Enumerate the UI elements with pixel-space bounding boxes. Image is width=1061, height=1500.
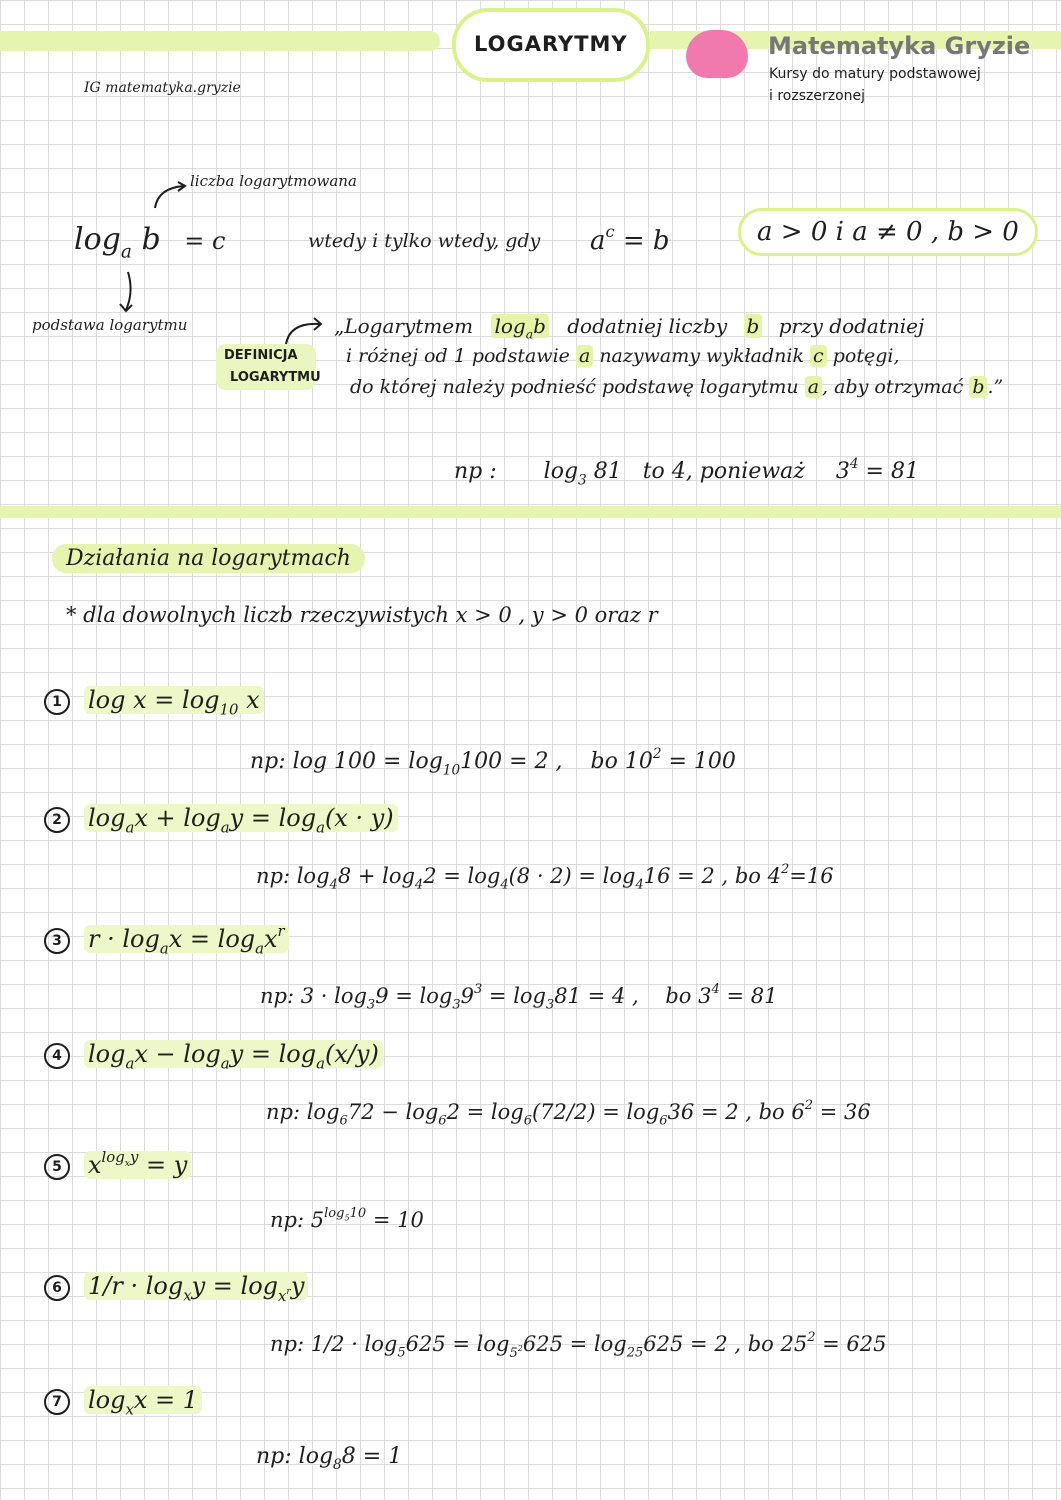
rule-number: 5 [44, 1154, 70, 1180]
brand-tagline-2: i rozszerzonej [769, 88, 866, 104]
quote-text: .” [987, 376, 1004, 398]
quote-text: przy dodatniej [778, 314, 925, 338]
quote-log-highlight: $\log_ab$ [491, 314, 548, 338]
quote-text: i różnej od 1 podstawie [346, 345, 570, 367]
formula-log: log [74, 222, 121, 257]
brand-name: Matematyka Gryzie [768, 32, 1031, 60]
rule-4 [44, 1040, 383, 1073]
example-mid: to 4, ponieważ [642, 459, 805, 485]
arrow-badge-icon [280, 314, 326, 346]
formula-arg: b [141, 222, 161, 257]
rule-number: 2 [44, 807, 70, 833]
brand-tagline-1: Kursy do matury podstawowej [769, 66, 981, 82]
power-base: a [590, 226, 606, 257]
definition-example [454, 456, 919, 488]
operations-heading: Działania na logarytmach [52, 544, 365, 573]
example-pow-eq: = 81 [865, 459, 919, 485]
label-liczba-logarytmowana: liczba logarytmowana [190, 172, 357, 190]
quote-text: „Logarytmem [334, 314, 474, 338]
brain-logo-icon [686, 30, 748, 78]
rule-7-example: np: $\log_88 = 1$ [256, 1444, 403, 1474]
rule-formula: $\log x = \log_{10} x$ [84, 686, 264, 714]
example-pow-exp: 4 [849, 456, 859, 472]
power-exp: c [605, 222, 615, 241]
rule-number: 7 [44, 1389, 70, 1415]
rule-6-example: np: $1/2 \cdot \log_5625 = \log_{5^2}625 = \log_{25}625 = 2$ , bo $25^2 = 625$ [270, 1330, 887, 1361]
rule-2-example: np: $\log_48 + \log_42 = \log_4(8 \cdot 2) = \log_416 = 2$ , bo $4^2=16$ [256, 862, 834, 893]
header-bar-left [0, 31, 440, 51]
page-title: LOGARYTMY [474, 32, 628, 56]
rule-formula: $\log_ax - \log_ay = \log_a(x/y)$ [84, 1040, 383, 1068]
quote-text: potęgi, [832, 345, 900, 367]
formula-base: a [120, 241, 132, 263]
iff-text: wtedy i tylko wtedy, gdy [308, 230, 541, 252]
rule-5-example: np: $5^{log_510} = 10$ [270, 1206, 424, 1232]
rule-4-example: np: $\log_672 - \log_62 = \log_6(72/2) = \log_636 = 2$ , bo $6^2 = 36$ [266, 1098, 871, 1129]
example-arg: 81 [593, 459, 622, 485]
definition-quote-line-3 [350, 376, 1003, 398]
rule-6 [44, 1272, 308, 1305]
quote-text: dodatniej liczby [567, 314, 728, 338]
rule-3 [44, 922, 289, 958]
example-log: log [543, 459, 579, 485]
rule-7 [44, 1386, 202, 1419]
definition-formula [74, 222, 225, 262]
example-base: 3 [578, 472, 587, 489]
rule-number: 4 [44, 1043, 70, 1069]
example-np: np : [454, 459, 497, 485]
definition-quote-line-1 [334, 314, 924, 342]
rule-1-example: np: $\log 100 = \log_{10}100 = 2$ , bo $10^2 = 100$ [250, 746, 736, 779]
quote-a-highlight: a [805, 376, 822, 398]
section-divider [0, 506, 1061, 518]
instagram-handle: IG matematyka.gryzie [84, 80, 241, 96]
definition-quote-line-2 [346, 345, 900, 367]
label-podstawa-logarytmu: podstawa logarytmu [32, 316, 188, 334]
rule-formula: $\log_ax + \log_ay = \log_a(x \cdot y)$ [84, 804, 398, 832]
example-pow-base: 3 [835, 459, 850, 485]
rule-2 [44, 804, 398, 837]
rule-3-example: np: $3 \cdot \log_39 = \log_39^3 = \log_381 = 4$ , bo $3^4 = 81$ [260, 982, 778, 1013]
quote-b-highlight: b [969, 376, 987, 398]
rule-1 [44, 686, 264, 719]
quote-b-highlight: b [744, 314, 763, 338]
power-eq: = b [622, 226, 670, 257]
arrow-up-icon [150, 180, 190, 210]
rule-5 [44, 1148, 191, 1180]
quote-a-highlight: a [576, 345, 593, 367]
rule-number: 3 [44, 928, 70, 954]
quote-c-highlight: c [810, 345, 827, 367]
rule-formula: $x^{log_xy} = y$ [84, 1151, 191, 1179]
rule-number: 1 [44, 689, 70, 715]
rule-formula: $\log_xx = 1$ [84, 1386, 202, 1414]
formula-eq: = c [184, 227, 226, 255]
badge-line-2: LOGARYTMU [230, 370, 321, 385]
quote-text: nazywamy wykładnik [599, 345, 804, 367]
rule-formula: $r \cdot \log_ax = \log_ax^r$ [84, 925, 289, 953]
power-formula [590, 222, 670, 256]
quote-text: , aby otrzymać [822, 376, 964, 398]
rule-number: 6 [44, 1275, 70, 1301]
arrow-down-icon [114, 270, 144, 314]
conditions-box: a > 0 i a ≠ 0 , b > 0 [738, 208, 1038, 256]
quote-text: do której należy podnieść podstawę logarytmu [350, 376, 799, 398]
operations-intro: * dla dowolnych liczb rzeczywistych x > 0 , y > 0 oraz r [66, 603, 658, 627]
rule-formula: $1/r \cdot \log_xy = \log_{x^r}y$ [84, 1272, 308, 1300]
badge-line-1: DEFINICJA [224, 348, 298, 363]
